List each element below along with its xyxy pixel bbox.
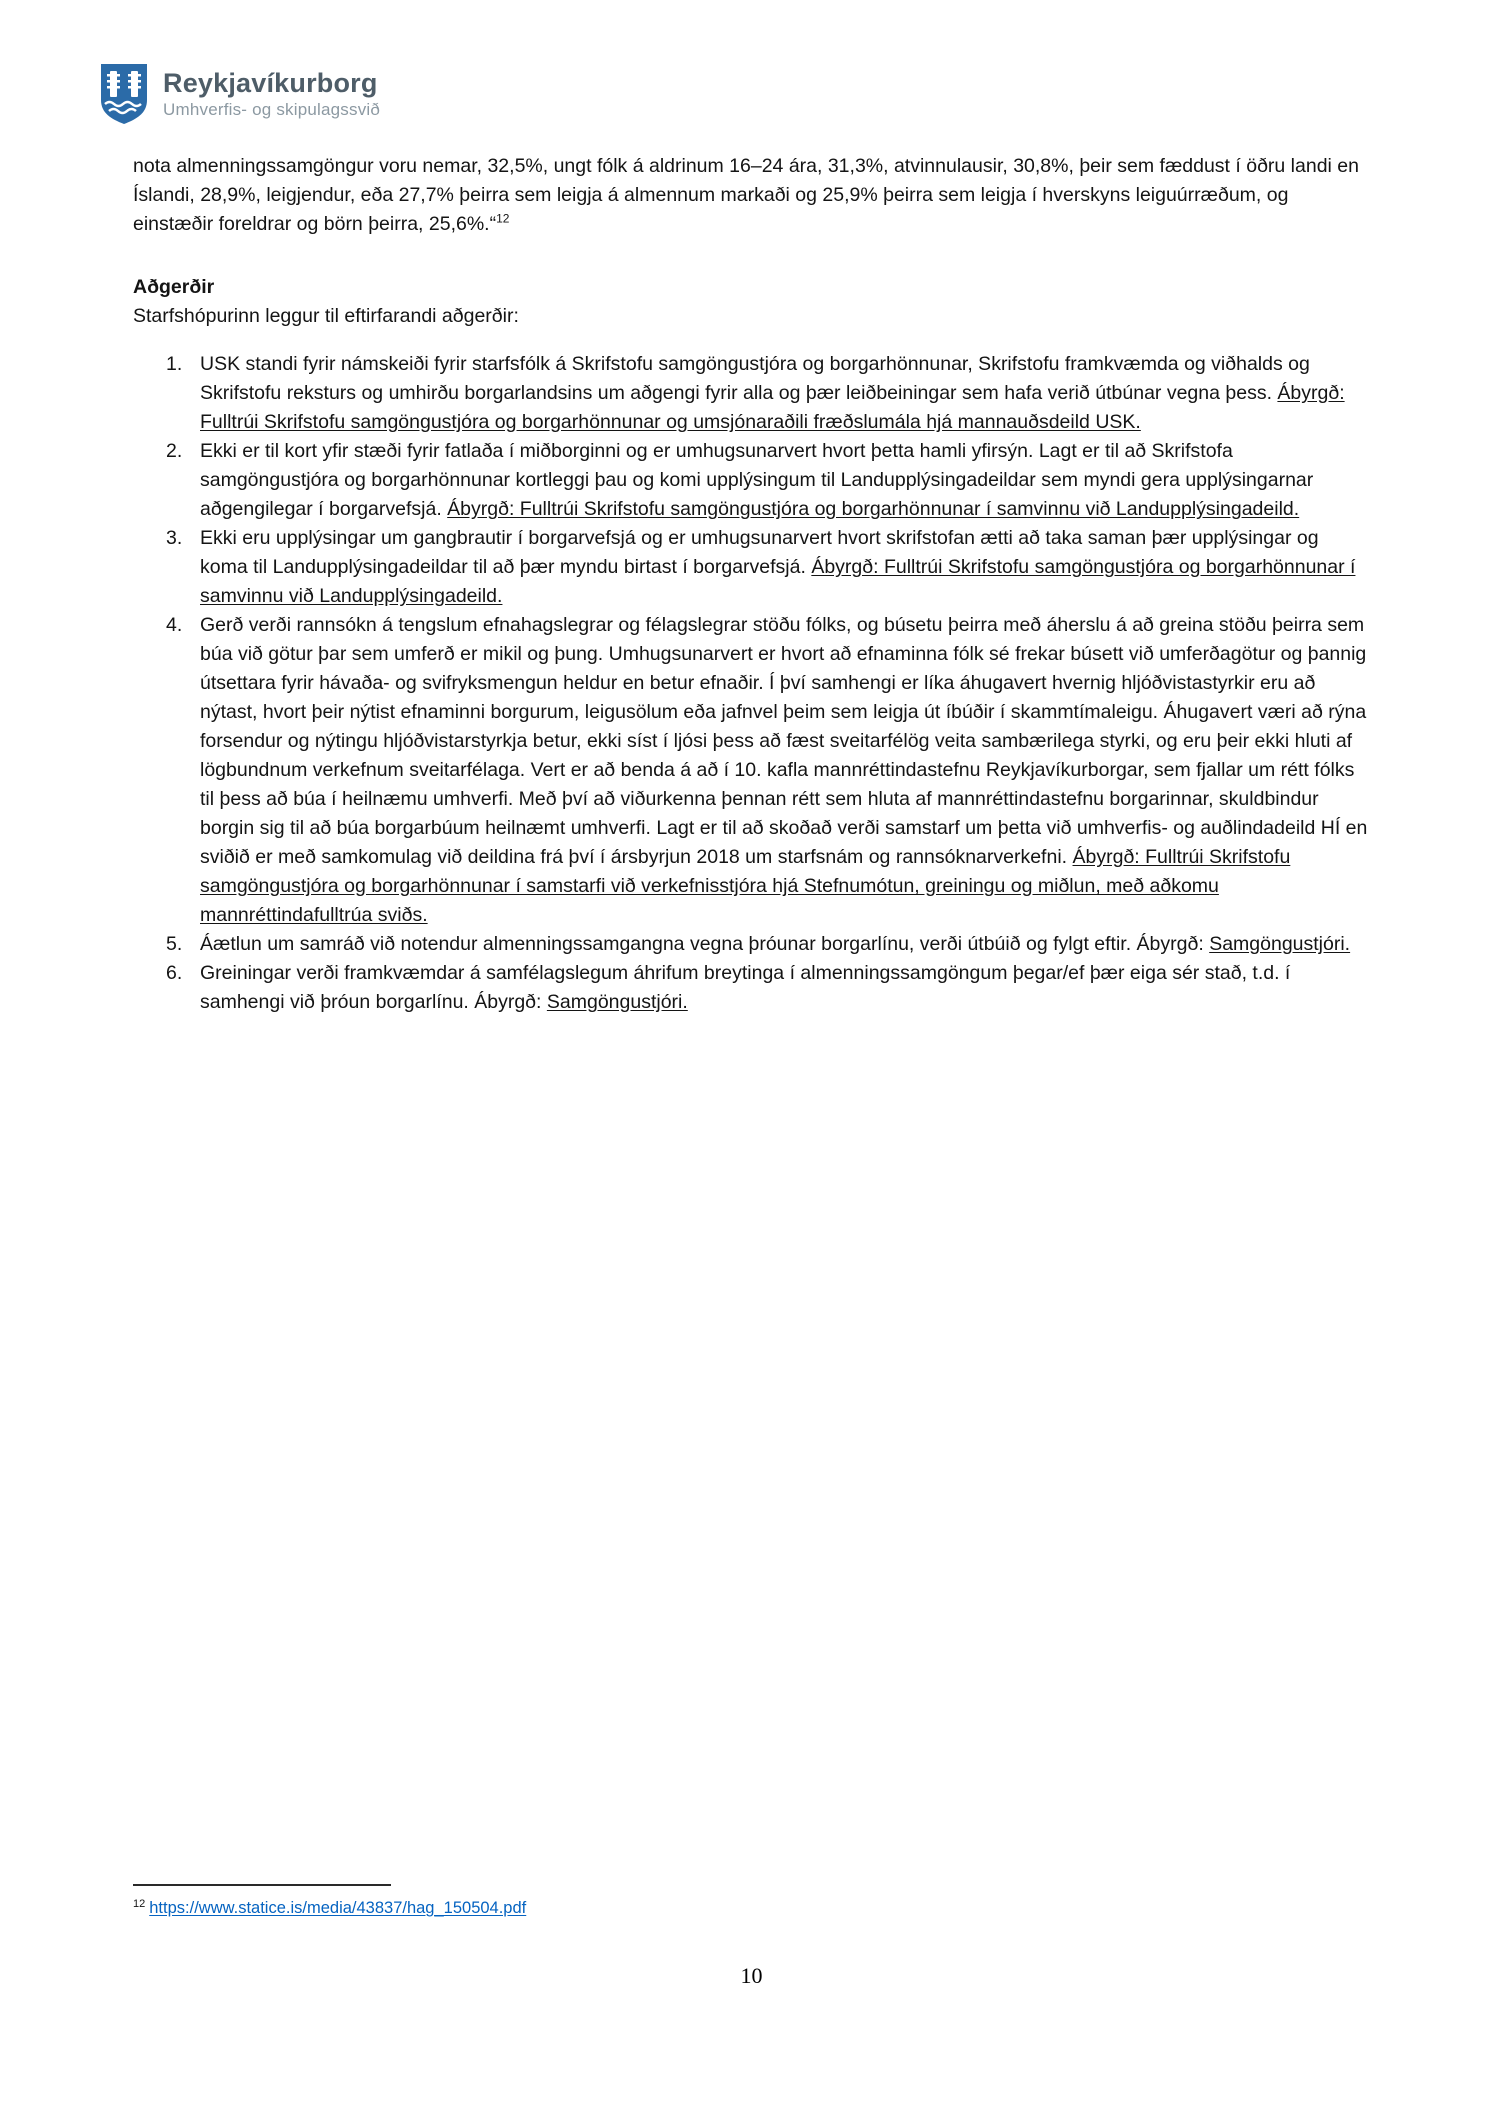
action-text: USK standi fyrir námskeiði fyrir starfsfólk á Skrifstofu samgöngustjóra og borgarhönnunar, Skrifstofu framkvæmda og viðhalds og Skrifstofu reksturs og umhirðu borgarlandsins um aðgengi fyrir alla og þær leiðbeiningar sem hafa verið útbúnar vegna þess. xyxy=(200,353,1310,404)
footnote-reference: 12 xyxy=(496,211,510,226)
page-number: 10 xyxy=(740,1963,763,1988)
action-item xyxy=(133,437,1370,524)
footnote-separator xyxy=(133,1884,391,1886)
footnote-marker: 12 xyxy=(133,1897,146,1910)
intro-paragraph-text: nota almenningssamgöngur voru nemar, 32,5%, ungt fólk á aldrinum 16–24 ára, 31,3%, atvinnulausir, 30,8%, þeir sem fæddust í öðru landi en Íslandi, 28,9%, leigjendur, eða 27,7% þeirra sem leigja á almennum markaði og 25,9% þeirra sem leigja í hverskyns leiguúrræðum, og einstæðir foreldrar og börn þeirra, 25,6%.“ xyxy=(133,155,1359,235)
org-logo-text xyxy=(163,68,380,120)
action-responsibility: Ábyrgð: Fulltrúi Skrifstofu samgöngustjóra og borgarhönnunar í samstarfi við verkefnisstjóra hjá Stefnumótun, greiningu og miðlun, með aðkomu mannréttindafulltrúa sviðs. xyxy=(200,846,1291,926)
action-number: 6. xyxy=(166,962,183,984)
action-item xyxy=(133,350,1370,437)
action-text: Ekki eru upplýsingar um gangbrautir í borgarvefsjá og er umhugsunarvert hvort skrifstofan ætti að taka saman þær upplýsingar og koma til Landupplýsingadeildar til að þær myndu birtast í borgarvefsjá. xyxy=(200,527,1319,578)
action-number: 3. xyxy=(166,527,183,549)
action-responsibility: Ábyrgð: Fulltrúi Skrifstofu samgöngustjóra og borgarhönnunar í samvinnu við Landupplýsingadeild. xyxy=(447,498,1300,520)
org-department: Umhverfis- og skipulagssvið xyxy=(163,100,381,119)
footnote xyxy=(133,1897,1370,1919)
action-text: Gerð verði rannsókn á tengslum efnahagslegrar og félagslegrar stöðu fólks, og búsetu þeirra með áherslu á að greina stöðu þeirra sem búa við götur þar sem umferð er mikil og þung. Umhugsunarvert er hvort að efnaminna fólk sé frekar búsett við umferðagötur og þannig útsettara fyrir hávaða- og svifryksmengun heldur en betur efnaðir. Í því samhengi er líka áhugavert hvernig hljóðvistastyrkir eru að nýtast, hvort þeir nýtist efnaminni borgurum, leigusölum eða jafnvel þeim sem leigja út íbúðir í skammtímaleigu. Áhugavert væri að rýna forsendur og nýtingu hljóðvistarstyrkja betur, ekki síst í ljósi þess að fæst sveitarfélög veita sambærilega styrki, og eru þeir ekki hluti af lögbundnum verkefnum sveitarfélaga. Vert er að benda á að í 10. kafla mannréttindastefnu Reykjavíkurborgar, sem fjallar um rétt fólks til þess að búa í heilnæmu umhverfi. Með því að viðurkenna þennan rétt sem hluta af mannréttindastefnu borgarinnar, skuldbindur borgin sig til að búa borgarbúum heilnæmt umhverfi. Lagt er til að skoðað verði samstarf um þetta við umhverfis- og auðlindadeild HÍ en sviðið er með samkomulag við deildina frá því í ársbyrjun 2018 um starfsnám og rannsóknarverkefni. xyxy=(200,614,1368,868)
org-header xyxy=(100,62,1370,126)
action-item xyxy=(133,524,1370,611)
action-text: Greiningar verði framkvæmdar á samfélagslegum áhrifum breytinga í almenningssamgöngum þegar/ef þær eiga sér stað, t.d. í samhengi við þróun borgarlínu. Ábyrgð: xyxy=(200,962,1291,1013)
action-number: 1. xyxy=(166,353,183,375)
document-body xyxy=(133,152,1370,1017)
page-footer xyxy=(133,1884,1370,1990)
actions-list xyxy=(133,350,1370,1017)
action-item xyxy=(133,611,1370,930)
action-responsibility: Ábyrgð: Fulltrúi Skrifstofu samgöngustjóra og borgarhönnunar í samvinnu við Landupplýsingadeild. xyxy=(200,556,1356,607)
action-number: 4. xyxy=(166,614,183,636)
section-heading: Aðgerðir xyxy=(133,276,215,298)
intro-paragraph xyxy=(133,152,1370,239)
section-lead: Starfshópurinn leggur til eftirfarandi aðgerðir: xyxy=(133,305,519,327)
action-number: 5. xyxy=(166,933,183,955)
action-item xyxy=(133,930,1370,959)
action-responsibility: Samgöngustjóri. xyxy=(1209,933,1351,955)
action-responsibility: Samgöngustjóri. xyxy=(546,991,688,1013)
action-number: 2. xyxy=(166,440,183,462)
action-responsibility: Ábyrgð: Fulltrúi Skrifstofu samgöngustjóra og borgarhönnunar og umsjónaraðili fræðslumála hjá mannauðsdeild USK. xyxy=(200,382,1345,433)
action-text: Ekki er til kort yfir stæði fyrir fatlaða í miðborginni og er umhugsunarvert hvort þetta hamli yfirsýn. Lagt er til að Skrifstofa samgöngustjóra og borgarhönnunar kortleggi þau og komi upplýsingum til Landupplýsingadeildar sem myndi gera upplýsingarnar aðgengilegar í borgarvefsjá. xyxy=(200,440,1314,520)
action-item xyxy=(133,959,1370,1017)
action-text: Áætlun um samráð við notendur almenningssamgangna vegna þróunar borgarlínu, verði útbúið og fylgt eftir. Ábyrgð: xyxy=(200,933,1210,955)
footnote-link[interactable]: https://www.statice.is/media/43837/hag_150504.pdf xyxy=(149,1899,527,1917)
reykjavik-coat-of-arms-icon xyxy=(100,63,148,125)
org-name: Reykjavíkurborg xyxy=(163,68,378,98)
